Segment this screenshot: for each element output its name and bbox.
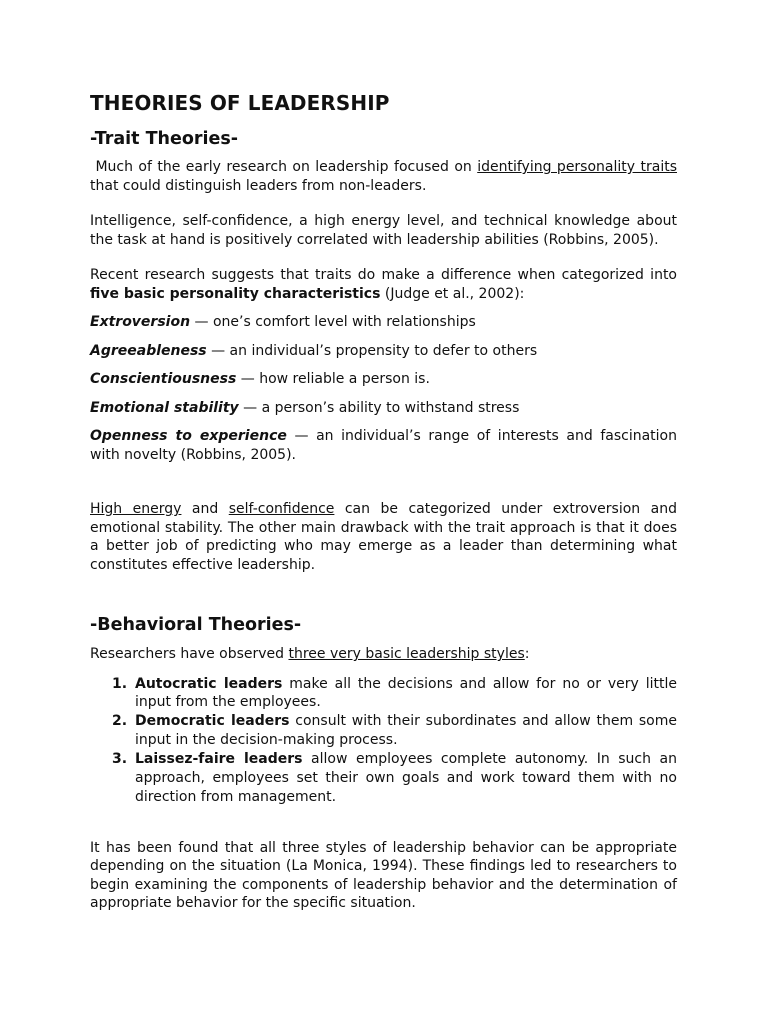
- list-item: 2. Democratic leaders consult with their subordinates and allow them some input in the decision-making process.: [112, 713, 678, 749]
- trait-openness: Openness to experience — an individual’s range of interests and fascination with novelty (Robbins, 2005).: [90, 428, 677, 463]
- behavioral-closing-paragraph: It has been found that all three styles of leadership behavior can be appropriate depending on the situation (La Monica, 1994). These findings led to researchers to begin examining the components of leadership behavior and the determination of appropriate behavior for the specific situation.: [90, 839, 677, 912]
- trait-paragraph-3: Recent research suggests that traits do make a difference when categorized into five basic personality characteristics (Judge et al., 2002):: [90, 267, 677, 302]
- leadership-styles-link: three very basic leadership styles: [288, 646, 525, 662]
- page-title: THEORIES OF LEADERSHIP: [90, 91, 390, 115]
- document-content: [90, 89, 677, 913]
- trait-extroversion: Extroversion — one’s comfort level with relationships: [90, 314, 476, 330]
- behavioral-intro: Researchers have observed three very basic leadership styles:: [90, 646, 530, 662]
- trait-paragraph-4: High energy and self-confidence can be categorized under extroversion and emotional stability. The other main drawback with the trait approach is that it does a better job of predicting who may emerge as a leader than determining what constitutes effective leadership.: [90, 501, 677, 573]
- identifying-traits-link: identifying personality traits: [477, 159, 677, 175]
- trait-paragraph-2: Intelligence, self-confidence, a high energy level, and technical knowledge about the task at hand is positively correlated with leadership abilities (Robbins, 2005).: [90, 213, 677, 248]
- trait-emotional-stability: Emotional stability — a person’s ability to withstand stress: [90, 399, 520, 416]
- self-confidence-link: self-confidence: [228, 501, 335, 517]
- trait-theories-heading: -Trait Theories-: [90, 129, 239, 149]
- five-characteristics-emphasis: five basic personality characteristics: [90, 285, 381, 302]
- list-item: 1. Autocratic leaders make all the decisions and allow for no or very little input from the employees.: [112, 675, 677, 711]
- trait-agreeableness: Agreeableness — an individual’s propensity to defer to others: [90, 342, 538, 359]
- trait-paragraph-1: Much of the early research on leadership focused on identifying personality traits that could distinguish leaders from non-leaders.: [90, 159, 677, 194]
- behavioral-theories-heading: -Behavioral Theories-: [90, 615, 302, 635]
- list-item: 3. Laissez-faire leaders allow employees complete autonomy. In such an approach, employees set their own goals and work toward them with no direction from management.: [112, 751, 677, 805]
- trait-conscientiousness: Conscientiousness — how reliable a person is.: [90, 371, 430, 387]
- leadership-styles-list: [90, 675, 677, 807]
- high-energy-link: High energy: [90, 501, 182, 517]
